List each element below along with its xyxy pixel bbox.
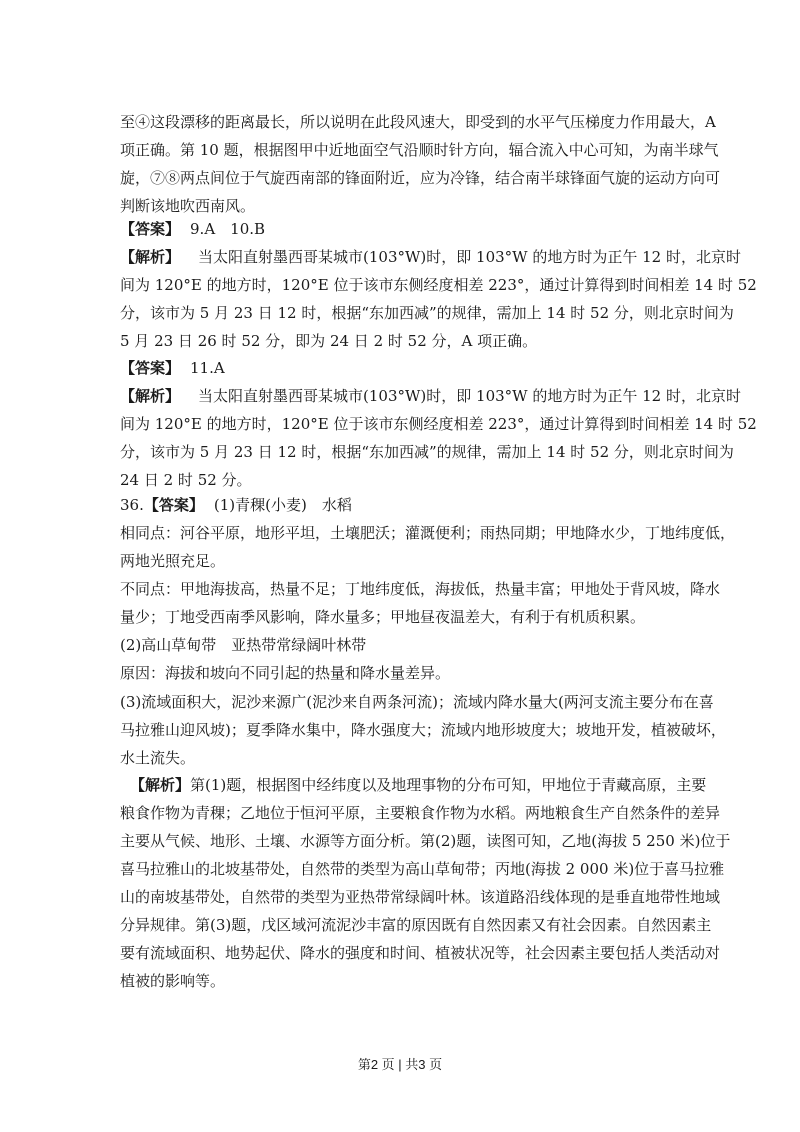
text-line: 分，该市为 5 月 23 日 12 时，根据“东加西减”的规律，需加上 14 时 52 分，则北京时间为 (120, 304, 734, 322)
answer-36-part3 (120, 688, 726, 772)
text-line: 24 日 2 时 52 分。 (120, 471, 252, 489)
text-line: 分，该市为 5 月 23 日 12 时，根据“东加西减”的规律，需加上 14 时 52 分，则北京时间为 (120, 443, 734, 461)
text-line: 5 月 23 日 26 时 52 分，即为 24 日 2 时 52 分，A 项正确。 (120, 332, 538, 350)
text-line: (2)高山草甸带 亚热带常绿阔叶林带 (120, 636, 367, 654)
analysis-first-line: 当太阳直射墨西哥某城市(103°W)时，即 103°W 的地方时为正午 12 时，北京时 (198, 387, 741, 405)
text-line: 项正确。第 10 题，根据图甲中近地面空气沿顺时针方向，辐合流入中心可知，为南半球气 (120, 141, 719, 159)
page-footer: 第2 页 | 共3 页 (357, 1057, 443, 1072)
text-line: 要有流域面积、地势起伏、降水的强度和时间、植被状况等，社会因素主要包括人类活动对 (120, 944, 721, 962)
text-line: 间为 120°E 的地方时，120°E 位于该市东侧经度相差 223°，通过计算得到时间相差 14 时 52 (120, 276, 757, 294)
text-line: 喜马拉雅山的北坡基带处，自然带的类型为高山草甸带；丙地(海拔 2 000 米)位于喜马拉雅 (120, 860, 725, 878)
analysis-first-line: 第(1)题，根据图中经纬度以及地理事物的分布可知，甲地位于青藏高原，主要 (190, 776, 707, 794)
text-line: 不同点：甲地海拔高，热量不足；丁地纬度低，海拔低，热量丰富；甲地处于背风坡，降水 (120, 580, 721, 598)
text-line: 原因：海拔和坡向不同引起的热量和降水量差异。 (120, 664, 451, 682)
text-line: 植被的影响等。 (120, 972, 226, 990)
text-line: 山的南坡基带处，自然带的类型为亚热带常绿阔叶林。该道路沿线体现的是垂直地带性地域 (120, 888, 721, 906)
analysis-11-a (120, 243, 757, 355)
answer-tag: 【答案】 (120, 220, 181, 238)
text-line: (3)流域面积大，泥沙来源广(泥沙来自两条河流)；流域内降水量大(两河支流主要分布在喜 (120, 693, 714, 711)
answer-11 (120, 354, 685, 382)
text-line: 粮食作物为青稞；乙地位于恒河平原，主要粮食作物为水稻。两地粮食生产自然条件的差异 (120, 804, 721, 822)
text-line: 相同点：河谷平原，地形平坦，土壤肥沃；灌溉便利；雨热同期；甲地降水少，丁地纬度低， (120, 524, 736, 542)
answer-tag: 【答案】 (143, 496, 204, 514)
text-line: 两地光照充足。 (120, 552, 226, 570)
text-line: 分异规律。第(3)题，戊区域河流泥沙丰富的原因既有自然因素又有社会因素。自然因素主 (120, 916, 712, 934)
answer-36 (120, 491, 736, 687)
text-line: 判断该地吹西南风。 (120, 197, 256, 215)
text-line: 量少；丁地受西南季风影响，降水量多；甲地昼夜温差大，有利于有机质积累。 (120, 608, 646, 626)
analysis-36 (120, 771, 731, 995)
analysis-11-b (120, 382, 757, 494)
analysis-first-line: 当太阳直射墨西哥某城市(103°W)时，即 103°W 的地方时为正午 12 时，北京时 (198, 248, 741, 266)
text-line: 旋，⑦⑧两点间位于气旋西南部的锋面附近，应为冷锋，结合南半球锋面气旋的运动方向可 (120, 169, 721, 187)
analysis-tag: 【解析】 (120, 248, 181, 266)
text-line: 至④这段漂移的距离最长，所以说明在此段风速大，即受到的水平气压梯度力作用最大，A (120, 113, 716, 131)
answer-text: (1)青稞(小麦) 水稻 (213, 496, 352, 514)
analysis-tag: 【解析】 (130, 776, 191, 794)
paragraph-continuation (120, 108, 721, 220)
text-line: 主要从气候、地形、土壤、水源等方面分析。第(2)题，读图可知，乙地(海拔 5 250 米)位于 (120, 832, 731, 850)
answer-tag: 【答案】 (120, 359, 181, 377)
answer-9-10 (120, 215, 685, 243)
text-line: 马拉雅山迎风坡)；夏季降水集中，降水强度大；流域内地形坡度大；坡地开发，植被破坏， (120, 721, 726, 739)
question-number: 36. (120, 496, 144, 514)
answer-text: 11.A (190, 359, 225, 377)
text-line: 间为 120°E 的地方时，120°E 位于该市东侧经度相差 223°，通过计算得到时间相差 14 时 52 (120, 415, 757, 433)
answer-text: 9.A 10.B (190, 220, 266, 238)
analysis-tag: 【解析】 (120, 387, 181, 405)
text-line: 水土流失。 (120, 749, 196, 767)
